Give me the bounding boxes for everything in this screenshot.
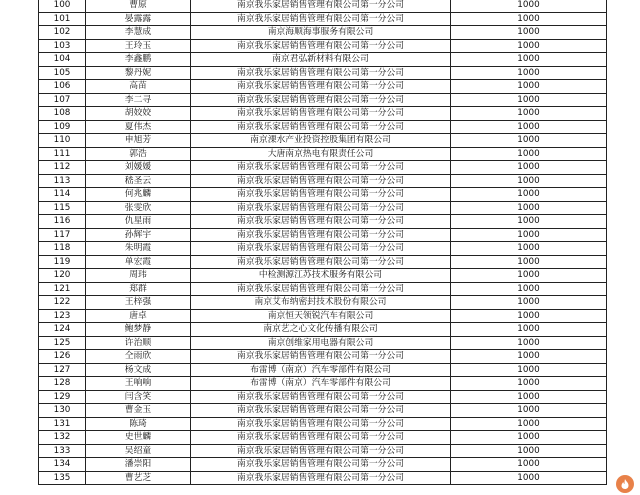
amount-cell: 1000 [451,350,607,364]
table-row [39,417,607,431]
num-cell: 128 [39,377,86,391]
company-cell: 南京我乐家居销售管理有限公司第一分公司 [191,444,451,458]
company-cell: 南京我乐家居销售管理有限公司第一分公司 [191,201,451,215]
name-cell: 潘崇阳 [86,458,191,472]
table-row [39,282,607,296]
table-row [39,363,607,377]
amount-cell: 1000 [451,255,607,269]
name-cell: 夏伟杰 [86,120,191,134]
name-cell: 刘媛媛 [86,161,191,175]
company-cell: 南京我乐家居销售管理有限公司第一分公司 [191,12,451,26]
amount-cell: 1000 [451,201,607,215]
amount-cell: 1000 [451,336,607,350]
name-cell: 王玲玉 [86,39,191,53]
company-cell: 南京我乐家居销售管理有限公司第一分公司 [191,458,451,472]
amount-cell: 1000 [451,363,607,377]
company-cell: 南京艾布纳密封技术股份有限公司 [191,296,451,310]
name-cell: 朱明霞 [86,242,191,256]
name-cell: 鲍梦静 [86,323,191,337]
num-cell: 108 [39,107,86,121]
name-cell: 吴绍童 [86,444,191,458]
company-cell: 南京我乐家居销售管理有限公司第一分公司 [191,350,451,364]
amount-cell: 1000 [451,269,607,283]
table-row [39,215,607,229]
company-cell: 布雷博（南京）汽车零部件有限公司 [191,377,451,391]
name-cell: 王梓强 [86,296,191,310]
company-cell: 中检测源江苏技术服务有限公司 [191,269,451,283]
amount-cell: 1000 [451,323,607,337]
table-row [39,390,607,404]
num-cell: 135 [39,471,86,485]
amount-cell: 1000 [451,417,607,431]
table-row [39,174,607,188]
amount-cell: 1000 [451,282,607,296]
table-row [39,93,607,107]
num-cell: 109 [39,120,86,134]
table-row [39,80,607,94]
name-cell: 杨文成 [86,363,191,377]
amount-cell: 1000 [451,377,607,391]
name-cell: 孙辉宇 [86,228,191,242]
num-cell: 111 [39,147,86,161]
table-row [39,0,607,12]
company-cell: 南京我乐家居销售管理有限公司第一分公司 [191,282,451,296]
table-row [39,404,607,418]
amount-cell: 1000 [451,80,607,94]
table-row [39,201,607,215]
flame-logo-icon [616,475,634,493]
table-row [39,188,607,202]
num-cell: 105 [39,66,86,80]
name-cell: 仇星雨 [86,215,191,229]
table-row [39,309,607,323]
num-cell: 126 [39,350,86,364]
table-row [39,323,607,337]
name-cell: 闫含笑 [86,390,191,404]
num-cell: 104 [39,53,86,67]
name-cell: 许治顺 [86,336,191,350]
name-cell: 高苗 [86,80,191,94]
name-cell: 郭浩 [86,147,191,161]
table-row [39,26,607,40]
company-cell: 南京我乐家居销售管理有限公司第一分公司 [191,215,451,229]
name-cell: 唐卓 [86,309,191,323]
company-cell: 南京我乐家居销售管理有限公司第一分公司 [191,0,451,12]
table-row [39,350,607,364]
num-cell: 117 [39,228,86,242]
company-cell: 南京我乐家居销售管理有限公司第一分公司 [191,188,451,202]
name-cell: 胡姣姣 [86,107,191,121]
num-cell: 100 [39,0,86,12]
num-cell: 125 [39,336,86,350]
num-cell: 131 [39,417,86,431]
table-row [39,53,607,67]
amount-cell: 1000 [451,39,607,53]
company-cell: 南京我乐家居销售管理有限公司第一分公司 [191,174,451,188]
table-body [39,0,607,485]
company-cell: 南京恒天领锐汽车有限公司 [191,309,451,323]
company-cell: 南京我乐家居销售管理有限公司第一分公司 [191,39,451,53]
num-cell: 132 [39,431,86,445]
num-cell: 101 [39,12,86,26]
name-cell: 曹金玉 [86,404,191,418]
company-cell: 南京我乐家居销售管理有限公司第一分公司 [191,93,451,107]
num-cell: 122 [39,296,86,310]
company-cell: 南京君弘新材料有限公司 [191,53,451,67]
table-row [39,228,607,242]
table-row [39,458,607,472]
num-cell: 114 [39,188,86,202]
company-cell: 南京我乐家居销售管理有限公司第一分公司 [191,120,451,134]
company-cell: 南京创维家用电器有限公司 [191,336,451,350]
name-cell: 陈琦 [86,417,191,431]
table-row [39,242,607,256]
amount-cell: 1000 [451,296,607,310]
company-cell: 南京艺之心文化传播有限公司 [191,323,451,337]
amount-cell: 1000 [451,93,607,107]
table-row [39,444,607,458]
num-cell: 123 [39,309,86,323]
table-row [39,296,607,310]
amount-cell: 1000 [451,444,607,458]
num-cell: 106 [39,80,86,94]
amount-cell: 1000 [451,174,607,188]
name-cell: 何兆麟 [86,188,191,202]
table-row [39,134,607,148]
num-cell: 102 [39,26,86,40]
amount-cell: 1000 [451,12,607,26]
table-row [39,39,607,53]
amount-cell: 1000 [451,53,607,67]
name-cell: 史世麟 [86,431,191,445]
company-cell: 南京我乐家居销售管理有限公司第一分公司 [191,471,451,485]
name-cell: 李鑫鹏 [86,53,191,67]
table-row [39,269,607,283]
amount-cell: 1000 [451,161,607,175]
name-cell: 申旭芳 [86,134,191,148]
amount-cell: 1000 [451,309,607,323]
table-row [39,12,607,26]
num-cell: 107 [39,93,86,107]
amount-cell: 1000 [451,390,607,404]
company-cell: 南京溧水产业投资控股集团有限公司 [191,134,451,148]
amount-cell: 1000 [451,215,607,229]
num-cell: 115 [39,201,86,215]
name-cell: 周玮 [86,269,191,283]
num-cell: 124 [39,323,86,337]
company-cell: 南京我乐家居销售管理有限公司第一分公司 [191,431,451,445]
name-cell: 嵇圣云 [86,174,191,188]
name-cell: 黎丹妮 [86,66,191,80]
table-row [39,377,607,391]
num-cell: 116 [39,215,86,229]
table-row [39,161,607,175]
company-cell: 大唐南京热电有限责任公司 [191,147,451,161]
table-row [39,336,607,350]
company-cell: 南京我乐家居销售管理有限公司第一分公司 [191,255,451,269]
num-cell: 113 [39,174,86,188]
num-cell: 110 [39,134,86,148]
amount-cell: 1000 [451,66,607,80]
amount-cell: 1000 [451,228,607,242]
name-cell: 李慧成 [86,26,191,40]
amount-cell: 1000 [451,26,607,40]
table-row [39,255,607,269]
company-cell: 南京海顺海事服务有限公司 [191,26,451,40]
company-cell: 南京我乐家居销售管理有限公司第一分公司 [191,80,451,94]
name-cell: 曹原 [86,0,191,12]
company-cell: 布雷博（南京）汽车零部件有限公司 [191,363,451,377]
amount-cell: 1000 [451,120,607,134]
amount-cell: 1000 [451,431,607,445]
amount-cell: 1000 [451,471,607,485]
num-cell: 127 [39,363,86,377]
table-row [39,66,607,80]
table-row [39,431,607,445]
amount-cell: 1000 [451,134,607,148]
num-cell: 133 [39,444,86,458]
name-cell: 郑群 [86,282,191,296]
num-cell: 121 [39,282,86,296]
table-row [39,147,607,161]
name-cell: 曹艺芝 [86,471,191,485]
company-cell: 南京我乐家居销售管理有限公司第一分公司 [191,404,451,418]
num-cell: 118 [39,242,86,256]
table-row [39,107,607,121]
name-cell: 仝雨欣 [86,350,191,364]
table-row [39,120,607,134]
company-cell: 南京我乐家居销售管理有限公司第一分公司 [191,228,451,242]
company-cell: 南京我乐家居销售管理有限公司第一分公司 [191,161,451,175]
company-cell: 南京我乐家居销售管理有限公司第一分公司 [191,66,451,80]
name-cell: 晏露露 [86,12,191,26]
name-cell: 李二寻 [86,93,191,107]
num-cell: 130 [39,404,86,418]
amount-cell: 1000 [451,404,607,418]
amount-cell: 1000 [451,147,607,161]
amount-cell: 1000 [451,458,607,472]
recipient-table [38,0,607,485]
company-cell: 南京我乐家居销售管理有限公司第一分公司 [191,390,451,404]
name-cell: 单宏霞 [86,255,191,269]
company-cell: 南京我乐家居销售管理有限公司第一分公司 [191,242,451,256]
amount-cell: 1000 [451,107,607,121]
num-cell: 103 [39,39,86,53]
name-cell: 王响响 [86,377,191,391]
num-cell: 119 [39,255,86,269]
amount-cell: 1000 [451,188,607,202]
amount-cell: 1000 [451,242,607,256]
num-cell: 120 [39,269,86,283]
company-cell: 南京我乐家居销售管理有限公司第一分公司 [191,417,451,431]
num-cell: 129 [39,390,86,404]
name-cell: 张雯欣 [86,201,191,215]
num-cell: 112 [39,161,86,175]
num-cell: 134 [39,458,86,472]
company-cell: 南京我乐家居销售管理有限公司第一分公司 [191,107,451,121]
table-row [39,471,607,485]
amount-cell: 1000 [451,0,607,12]
watermark [616,475,634,493]
